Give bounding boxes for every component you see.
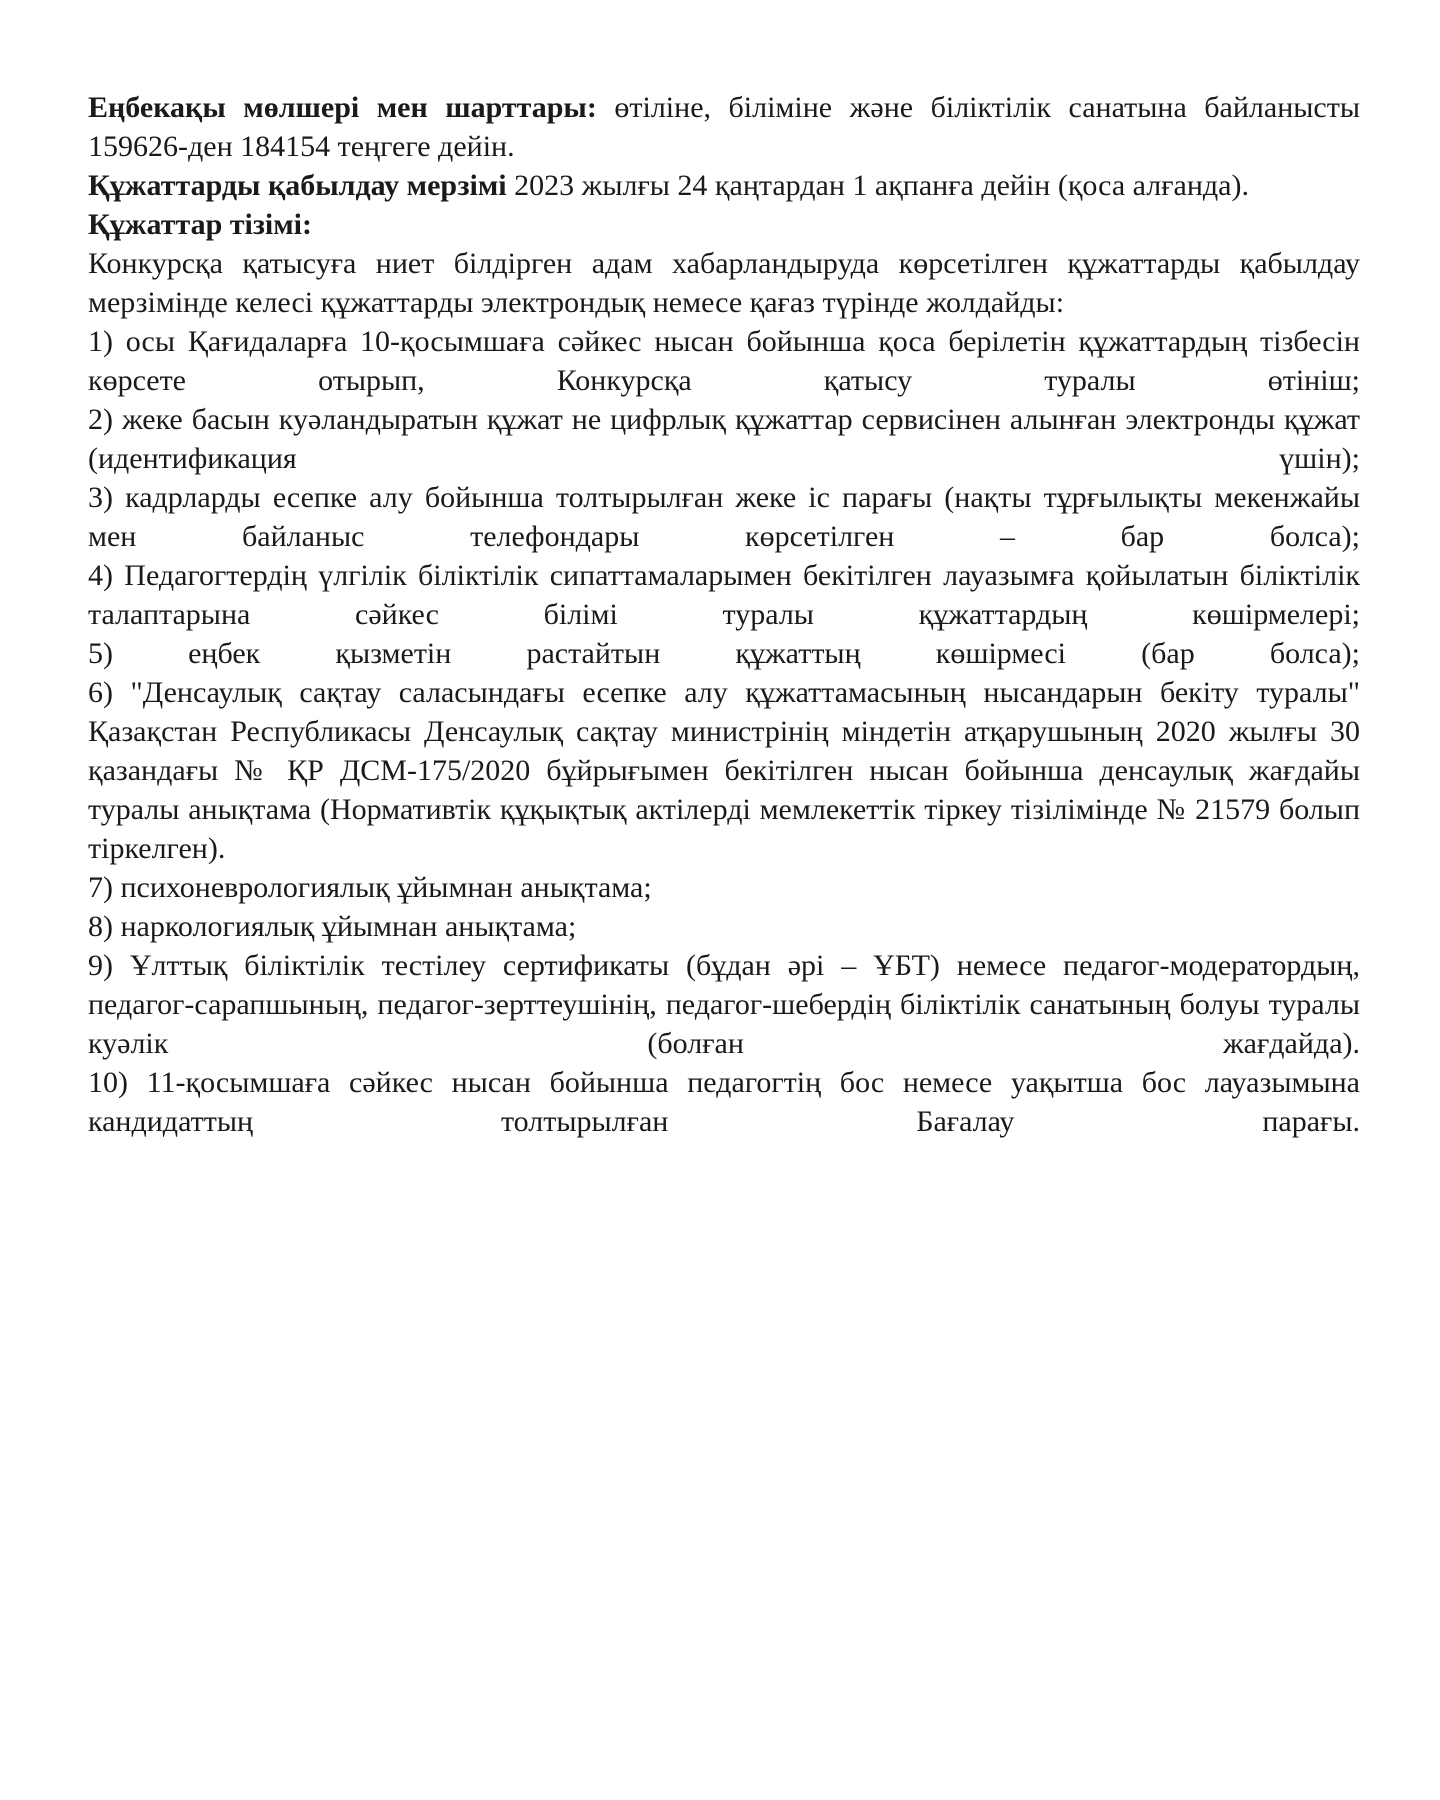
- list-item-4: 4) Педагогтердің үлгілік біліктілік сипаттамаларымен бекітілген лауазымға қойылатын біліктілік талаптарына сәйкес білімі туралы құжаттардың көшірмелері;: [88, 559, 1360, 631]
- document-page: [88, 88, 1360, 1141]
- list-item-1: 1) осы Қағидаларға 10-қосымшаға сәйкес нысан бойынша қоса берілетін құжаттардың тізбесін көрсете отырып, Конкурсқа қатысу туралы өтініш;: [88, 325, 1360, 397]
- salary-text: өтіліне, біліміне және біліктілік санатына байланысты 159626-ден 184154 теңгеге дейін.: [88, 91, 1360, 163]
- list-item-5: 5) еңбек қызметін растайтын құжаттың көшірмесі (бар болса);: [88, 637, 1360, 670]
- list-item-10: 10) 11-қосымшаға сәйкес нысан бойынша педагогтің бос немесе уақытша бос лауазымына кандидаттың толтырылған Бағалау парағы.: [88, 1066, 1360, 1138]
- list-item-6: 6) "Денсаулық сақтау саласындағы есепке алу құжаттамасының нысандарын бекіту туралы" Қазақстан Республикасы Денсаулық сақтау министрінің міндетін атқарушының 2020 жылғы 30 қазандағы № ҚР ДСМ-175/2020 бұйрығымен бекітілген нысан бойынша денсаулық жағдайы туралы анықтама (Нормативтік құқықтық актілерді мемлекеттік тіркеу тізілімінде № 21579 болып тіркелген).: [88, 676, 1360, 865]
- deadline-text: 2023 жылғы 24 қаңтардан 1 ақпанға дейін (қоса алғанда).: [506, 169, 1249, 202]
- list-item-2: 2) жеке басын куәландыратын құжат не цифрлық құжаттар сервисінен алынған электронды құжат (идентификация үшін);: [88, 403, 1360, 475]
- list-item-9: 9) Ұлттық біліктілік тестілеу сертификаты (бұдан әрі – ҰБТ) немесе педагог-модератордың, педагог-сарапшының, педагог-зерттеушінің, педагог-шебердің біліктілік санатының болуы туралы куәлік (болған жағдайда).: [88, 949, 1360, 1060]
- salary-paragraph: [88, 88, 1360, 166]
- list-item-8: 8) наркологиялық ұйымнан анықтама;: [88, 910, 577, 943]
- deadline-label: Құжаттарды қабылдау мерзімі: [88, 169, 507, 202]
- list-item-7: 7) психоневрологиялық ұйымнан анықтама;: [88, 871, 652, 904]
- documents-intro: Конкурсқа қатысуға ниет білдірген адам хабарландыруда көрсетілген құжаттарды қабылдау мерзімінде келесі құжаттарды электрондық немесе қағаз түрінде жолдайды:: [88, 247, 1360, 319]
- documents-heading: Құжаттар тізімі:: [88, 208, 312, 241]
- salary-label: Еңбекақы мөлшері мен шарттары:: [88, 91, 597, 124]
- list-item-3: 3) кадрларды есепке алу бойынша толтырылған жеке іс парағы (нақты тұрғылықты мекенжайы мен байланыс телефондары көрсетілген – бар болса);: [88, 481, 1360, 553]
- deadline-paragraph: [88, 166, 1360, 205]
